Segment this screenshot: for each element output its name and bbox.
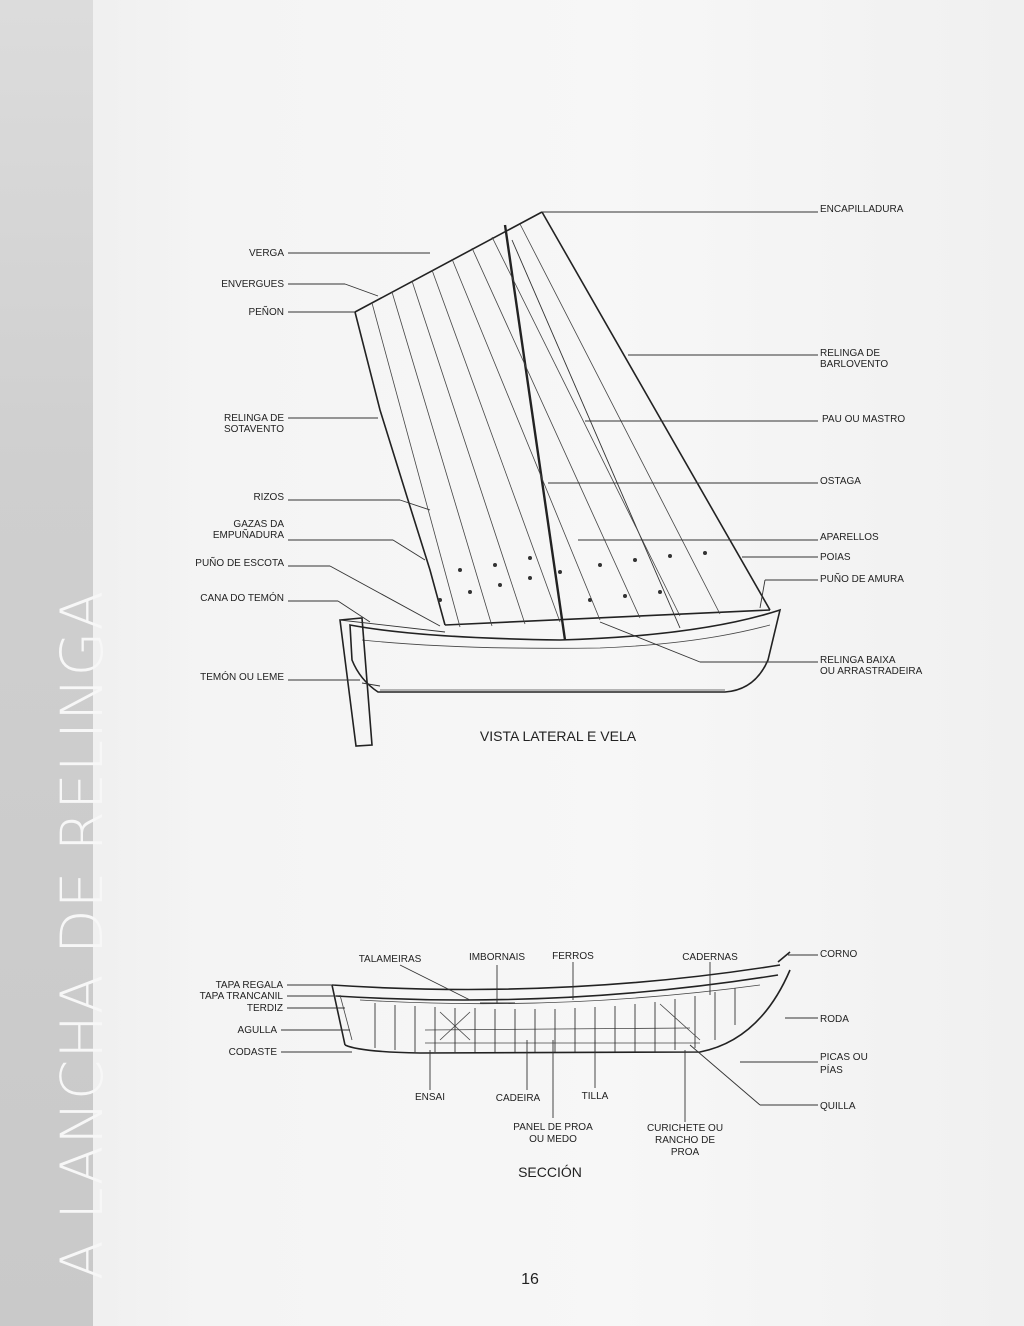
label-ferros: FERROS: [552, 951, 594, 962]
label-tilla: TILLA: [581, 1091, 609, 1102]
label-ensai: ENSAI: [414, 1092, 446, 1103]
label-aparellos: APARELLOS: [820, 532, 879, 543]
label-picas-1: PICAS OU: [820, 1052, 868, 1063]
label-penon: PEÑON: [248, 307, 284, 318]
label-roda: RODA: [820, 1014, 849, 1025]
label-panel-proa-1: PANEL DE PROA: [513, 1122, 593, 1133]
label-curichete-2: RANCHO DE: [654, 1135, 716, 1146]
label-corno: CORNO: [820, 949, 858, 960]
label-rizos: RIZOS: [253, 492, 284, 503]
label-relinga-barlovento-2: BARLOVENTO: [820, 359, 889, 370]
label-puno-escota: PUÑO DE ESCOTA: [195, 558, 284, 569]
label-encapilladura: ENCAPILLADURA: [820, 204, 904, 215]
labels-left: [195, 248, 284, 683]
label-imbornais: IMBORNAIS: [468, 952, 526, 963]
leaders-left: [288, 253, 440, 680]
label-talameiras: TALAMEIRAS: [358, 954, 422, 965]
label-temon: TEMÓN OU LEME: [200, 672, 284, 683]
page-number: 16: [521, 1271, 539, 1288]
label-verga: VERGA: [248, 248, 284, 259]
label-relinga-sotavento-2: SOTAVENTO: [223, 424, 284, 435]
label-poias: POIAS: [820, 552, 851, 563]
label-gazas-1: GAZAS DA: [233, 519, 284, 530]
label-picas-2: PÍAS: [820, 1065, 843, 1076]
label-puno-amura: PUÑO DE AMURA: [820, 574, 904, 585]
label-panel-proa-2: OU MEDO: [529, 1134, 577, 1145]
label-cadeira: CADEIRA: [495, 1093, 541, 1104]
section-leaders: [281, 955, 818, 1122]
label-gazas-2: EMPUÑADURA: [212, 530, 284, 541]
side-title: A LANCHA DE RELINGA: [48, 589, 116, 1280]
label-codaste: CODASTE: [228, 1047, 277, 1058]
label-cana-temon: CANA DO TEMÓN: [200, 593, 284, 604]
leaders-right: [542, 212, 818, 662]
label-envergues: ENVERGUES: [221, 279, 284, 290]
hull-section: [332, 952, 790, 1053]
label-ostaga: OSTAGA: [820, 476, 861, 487]
label-tapa-regala: TAPA REGALA: [215, 980, 283, 991]
caption-section: SECCIÓN: [518, 1164, 582, 1180]
label-curichete-3: PROA: [670, 1147, 700, 1158]
label-relinga-baixa-2: OU ARRASTRADEIRA: [820, 666, 923, 677]
label-tapa-trancanil: TAPA TRANCANIL: [199, 991, 283, 1002]
label-agulla: AGULLA: [237, 1025, 277, 1036]
reef-points: [438, 551, 707, 602]
label-relinga-baixa-1: RELINGA BAIXA: [820, 655, 896, 666]
label-pau-mastro: PAU OU MASTRO: [822, 414, 906, 425]
label-curichete-1: CURICHETE OU: [646, 1123, 724, 1134]
label-relinga-sotavento-1: RELINGA DE: [223, 413, 284, 424]
labels-right: [820, 204, 923, 677]
hull-lateral: [340, 610, 780, 746]
caption-lateral: VISTA LATERAL E VELA: [479, 728, 637, 744]
label-quilla: QUILLA: [820, 1101, 856, 1112]
label-cadernas: CADERNAS: [682, 952, 738, 963]
sail: [355, 212, 770, 640]
label-relinga-barlovento-1: RELINGA DE: [820, 348, 881, 359]
label-terdiz: TERDIZ: [246, 1003, 283, 1014]
section-view: [200, 949, 868, 1180]
lateral-view: [195, 204, 922, 746]
